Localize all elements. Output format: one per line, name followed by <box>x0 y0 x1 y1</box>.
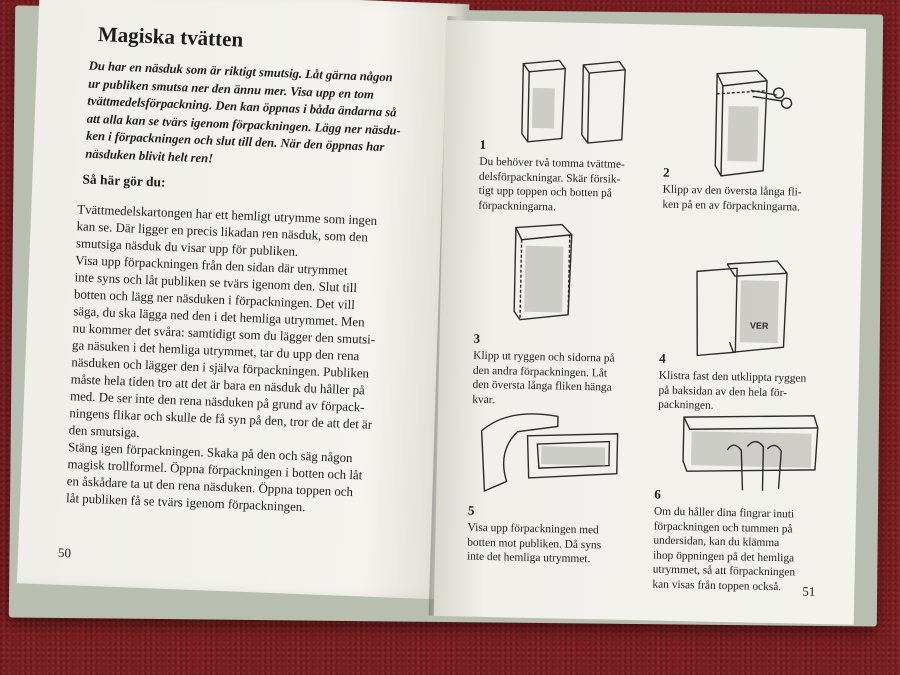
illustration-box-scissors <box>705 66 807 188</box>
step-6-text: Om du håller dina fingrar inuti förpackningen och tummen på undersidan, kan du klämma ihop öppningen på det hemliga utrymmet, så att förpackningen kan visas från toppen också. <box>652 505 796 593</box>
page-number-left: 50 <box>57 544 72 561</box>
right-page <box>434 20 866 625</box>
step-5-number: 5 <box>467 502 475 518</box>
illustration-cut-box <box>504 217 606 339</box>
left-page <box>17 0 470 600</box>
illustration-two-boxes <box>514 58 636 150</box>
page-number-right: 51 <box>802 583 816 599</box>
step-3-number: 3 <box>473 330 481 346</box>
step-3-text: Klipp ut ryggen och sidorna på den andra förpackningen. Låt den översta långa fliken hänga kvar. <box>472 349 615 406</box>
box-label-text: VER <box>749 320 769 331</box>
illustration-fingers-in-box <box>676 409 828 502</box>
step-6-number: 6 <box>654 486 662 502</box>
illustration-glued-box <box>689 257 801 369</box>
step-1-text: Du behöver två tomma tvättme- delsförpackningar. Skär försik- tigt upp toppen och botten på förpackningarna. <box>478 155 625 213</box>
step-1-number: 1 <box>479 136 487 152</box>
step-5-text: Visa upp förpackningen med botten mot publiken. Då syns inte det hemliga utrymmet. <box>466 521 602 566</box>
step-4-text: Klistra fast den utklippta ryggen på baksidan av den hela för- packningen. <box>658 369 807 412</box>
illustration-hand-holding-box <box>476 401 628 504</box>
step-2-number: 2 <box>662 164 670 180</box>
body-text: Tvättmedelskartongen har ett hemligt utrymme som ingen kan se. Där ligger en precis likadan ren näsduk, som den smutsiga näsduk du visar upp för publiken. Visa upp förpackningen från den sidan där utrymmet inte syns och låt publiken se tvärs igenom den. Slut till botten och lägg ner näsduken i förpackningen. Det vill säga, du ska lägga ned den i det hemliga utrymmet. Men nu kommer det svåra: samtidigt som du lägger den smutsi- ga näsuken i det hemliga utrymmet, tar du upp den rena näsduken och lägger den i själva förpackningen. Publiken måste hela tiden tro att det är bara en näsduk du håller på med. De ser inte den rena näsduken på grund av förpack- ningens flikar och skulle de få syn på den, tror de att det är den smutsiga. Stäng igen förpackningen. Skaka på den och säg någon magisk trollformel. Öppna förpackningen i botten och låt en åskådare ta ut den rena näsduken. Öppna toppen och låt publiken få se tvärs igenom förpackningen. <box>65 202 378 515</box>
step-2-text: Klipp av den översta långa fli- ken på en av förpackningarna. <box>662 183 802 214</box>
intro-text: Du har en näsduk som är riktigt smutsig. Låt gärna någon ur publiken smutsa ner den ännu mer. Visa upp en tom tvättmedelsförpackning. Den kan öppnas i båda ändarna så att alla kan se tvärs igenom förpackningen. Lägg ner näsdu- ken i förpackningen och slut till den. När den öppnas har näsduken blivit helt ren! <box>85 58 402 165</box>
step-4-number: 4 <box>659 350 666 366</box>
page-title: Magiska tvätten <box>97 21 244 52</box>
subheading: Så här gör du: <box>82 171 166 190</box>
